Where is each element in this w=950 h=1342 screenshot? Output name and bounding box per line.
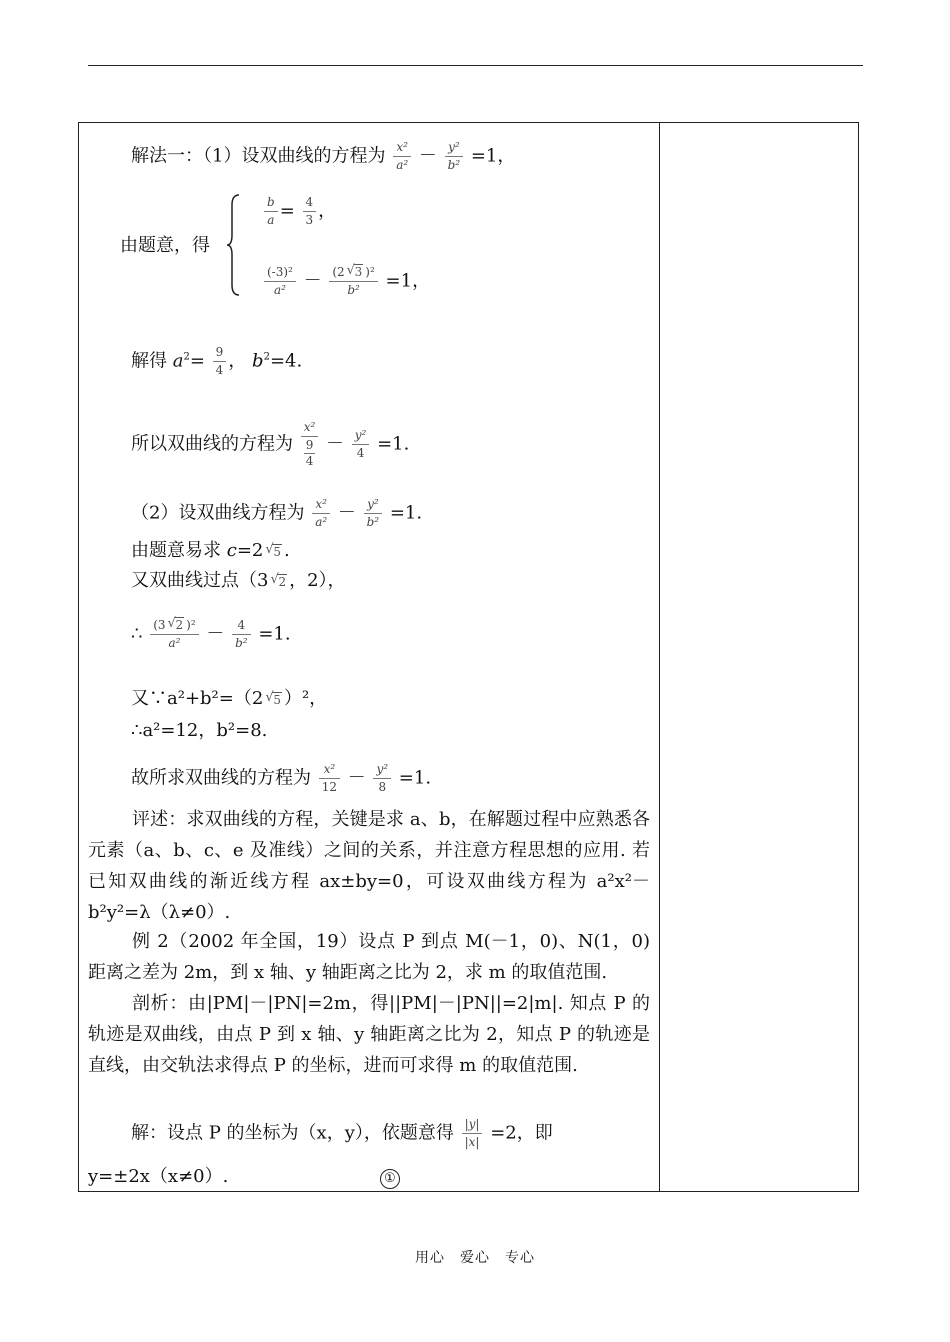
example-paragraph: 例 2（2002 年全国，19）设点 P 到点 M(－1，0)、N(1，0) 距离之差为 2m，到 x 轴、y 轴距离之比为 2，求 m 的取值范围. (88, 931, 650, 983)
table-column-divider (659, 122, 660, 1192)
page-footer: 用心 爱心 专心 (415, 1250, 535, 1266)
condition-label: 由题意，得 (120, 235, 210, 256)
brace-icon (226, 193, 240, 297)
condition-2: $\frac{\text{(-3)²}}{\text{a²}}$ － $\frac{\text{(2√ 3 )²}}{\text{b²}}$ =1， (262, 265, 430, 298)
therefore-values: ∴a²=12，b²=8. (131, 720, 268, 741)
fraction-y2-b2: $\frac{\text{y²}}{\text{b²}}$ (445, 140, 464, 173)
circled-one-marker: ① (380, 1169, 400, 1189)
pass-point-line: 又双曲线过点（3√ 2 ，2）， (131, 570, 346, 593)
solve-line: 解得 $a^2=$ $\frac{9}{4}$ ， $b^2=4$. (131, 345, 303, 377)
solution-line: 解：设点 P 的坐标为（x，y），依题意得 $\frac{|y|}{|x|}$ =2，即 (131, 1117, 553, 1149)
condition-1: $\frac{b}{a}$ = $\frac{4}{3}$ ， (262, 195, 336, 228)
solution-line-2: y=±2x（x≠0）. ① (88, 1166, 400, 1189)
comment-paragraph: 评述：求双曲线的方程，关键是求 a、b，在解题过程中应熟悉各元素（a、b、c、e 及准线）之间的关系，并注意方程思想的应用. 若已知双曲线的渐近线方程 ax±by=0，可设双曲线方程为 a²x²－b²y²=λ（λ≠0）. (88, 809, 650, 923)
fraction-x2-a2: $\frac{\text{x²}}{\text{a²}}$ (393, 140, 411, 173)
final-equation: 故所求双曲线的方程为 $\frac{\text{x²}}{12}$ － $\frac{\text{y²}}{8}$ =1. (131, 762, 432, 794)
solution-intro-line: 解法一：（1）设双曲线的方程为 $\frac{\text{x²}}{\text{a²}}$ － $\frac{\text{y²}}{\text{b²}}$ =1， (131, 140, 516, 172)
analysis-paragraph: 剖析：由|PM|－|PN|=2m，得||PM|－|PN||=2|m|. 知点 P 的轨迹是双曲线，由点 P 到 x 轴、y 轴距离之比为 2，知点 P 的轨迹是直线，由交轨法求得点 P 的坐标，进而可求得 m 的取值范围. (88, 993, 650, 1076)
part2-line: （2）设双曲线方程为 $\frac{\text{x²}}{\text{a²}}$ － $\frac{\text{y²}}{\text{b²}}$ =1. (131, 497, 423, 529)
result-part1: 所以双曲线的方程为 x² 9 4 － $\frac{\text{y²}}{4}$ =1. (131, 420, 410, 468)
c-value-line: 由题意易求 c=2√ 5 . (131, 540, 290, 563)
header-rule (88, 65, 863, 66)
because-line: 又∵a²+b²=（2√ 5 ）²， (131, 688, 327, 711)
therefore-equation: ∴ $\frac{\text{(3√ 2 )²}}{\text{a²}}$ － $\frac{4}{\text{b²}}$ =1. (131, 618, 291, 651)
